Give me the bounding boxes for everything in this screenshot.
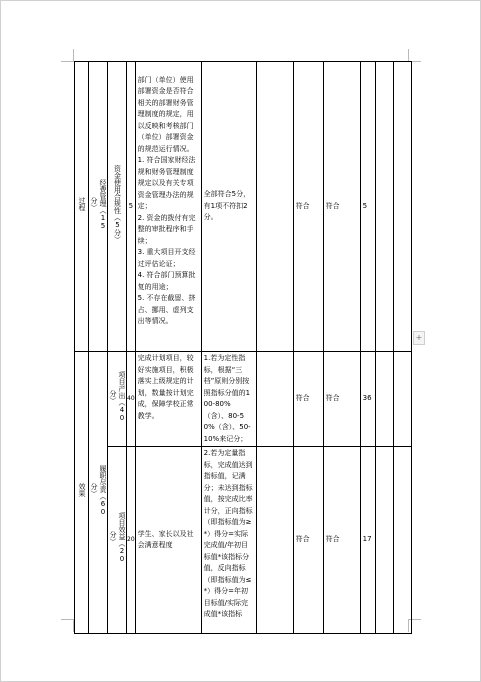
item-cell	[108, 62, 127, 352]
item-label: 项目产出（40分）	[109, 371, 126, 423]
item-label: 项目效益（20分）	[109, 512, 126, 564]
crop-mark-bottom-left	[61, 619, 74, 632]
result2-cell	[323, 62, 360, 352]
category-label: 过程	[78, 197, 86, 212]
item-label: 资金使用合规性（5分）	[113, 165, 122, 244]
subcategory-label: 经费管理（15分）	[90, 178, 107, 230]
empty-cell	[256, 352, 293, 447]
empty-cell	[256, 62, 293, 352]
criteria-cell	[201, 352, 256, 447]
table-row	[75, 447, 412, 634]
item-cell	[108, 352, 127, 447]
score-value: 5	[362, 201, 368, 210]
category-label: 效果	[78, 483, 86, 498]
empty-cell	[375, 352, 393, 447]
score-cell	[360, 62, 375, 352]
weight-value: 5	[128, 201, 134, 210]
subcategory-label: 履职尽责（60分）	[90, 464, 107, 516]
score-cell	[360, 352, 375, 447]
criteria-cell	[201, 62, 256, 352]
table-row	[75, 62, 412, 352]
weight-value: 20	[127, 536, 135, 544]
weight-cell	[127, 447, 136, 634]
empty-cell	[393, 352, 411, 447]
empty-cell	[256, 447, 293, 634]
empty-cell	[375, 62, 393, 352]
empty-cell	[375, 447, 393, 634]
content-cell	[135, 447, 201, 634]
content-text: 完成计划项目，较好实施项目，积极落实上级规定的计划，数量按计划完成，保障学校正常教学。	[137, 354, 194, 420]
weight-value: 40	[127, 395, 135, 403]
subcategory-cell	[89, 62, 108, 352]
content-text: 学生、家长以及社会满意程度	[137, 529, 194, 549]
criteria-text: 1.若为定性指标，根据“三档”原则分别按照指标分值的100-80%（含）、80-50%（含）、50-10%来记分；	[203, 354, 251, 443]
result1-cell	[293, 352, 323, 447]
result2-value: 符合	[325, 201, 340, 210]
score-value: 17	[362, 535, 372, 544]
subcategory-cell	[89, 352, 108, 634]
content-text: 部门（单位）使用部署资金是否符合相关的部署财务管理制度的规定，用以反映和考核部门（单位）部署资金的规范运行情况。 1. 符合国家财经法规和财务管理制度规定以及有关专项资金管理办法的规定； 2. 资金的拨付有完整的审批程序和手续； 3. 重大项目开支经过评估论证； 4. 符合部门预算批复的用途； 5. 不存在截留、挤占、挪用、虚列支出等情况。	[137, 75, 196, 325]
criteria-text: 2.若为定量指标，完成值达到指标值，记满分；未达到指标值，按完成比率计分，正向指标（即指标值为≥*）得分=实际完成值/年初目标值*该指标分值，反向指标（即指标值为≤*）得分=年初目标值/实际完成值*该指标	[203, 449, 253, 618]
result1-cell	[293, 447, 323, 634]
result2-value: 符合	[325, 535, 340, 544]
result1-value: 符合	[295, 201, 310, 210]
score-value: 36	[362, 394, 372, 403]
category-cell	[75, 62, 89, 352]
criteria-text: 全部符合5分，有1项不符扣2分。	[203, 190, 251, 222]
result2-cell	[323, 447, 360, 634]
result2-cell	[323, 352, 360, 447]
item-cell	[108, 447, 127, 634]
result1-value: 符合	[295, 535, 310, 544]
weight-cell	[127, 62, 136, 352]
content-cell	[135, 352, 201, 447]
score-cell	[360, 447, 375, 634]
crop-mark-top-left	[61, 49, 74, 62]
table-row	[75, 352, 412, 447]
expand-icon[interactable]: +	[413, 331, 425, 345]
category-cell	[75, 352, 89, 634]
criteria-cell	[201, 447, 256, 634]
result1-cell	[293, 62, 323, 352]
empty-cell	[393, 62, 411, 352]
result2-value: 符合	[325, 394, 340, 403]
weight-cell	[127, 352, 136, 447]
evaluation-table	[74, 61, 412, 634]
content-cell	[135, 62, 201, 352]
result1-value: 符合	[295, 394, 310, 403]
empty-cell	[393, 447, 411, 634]
